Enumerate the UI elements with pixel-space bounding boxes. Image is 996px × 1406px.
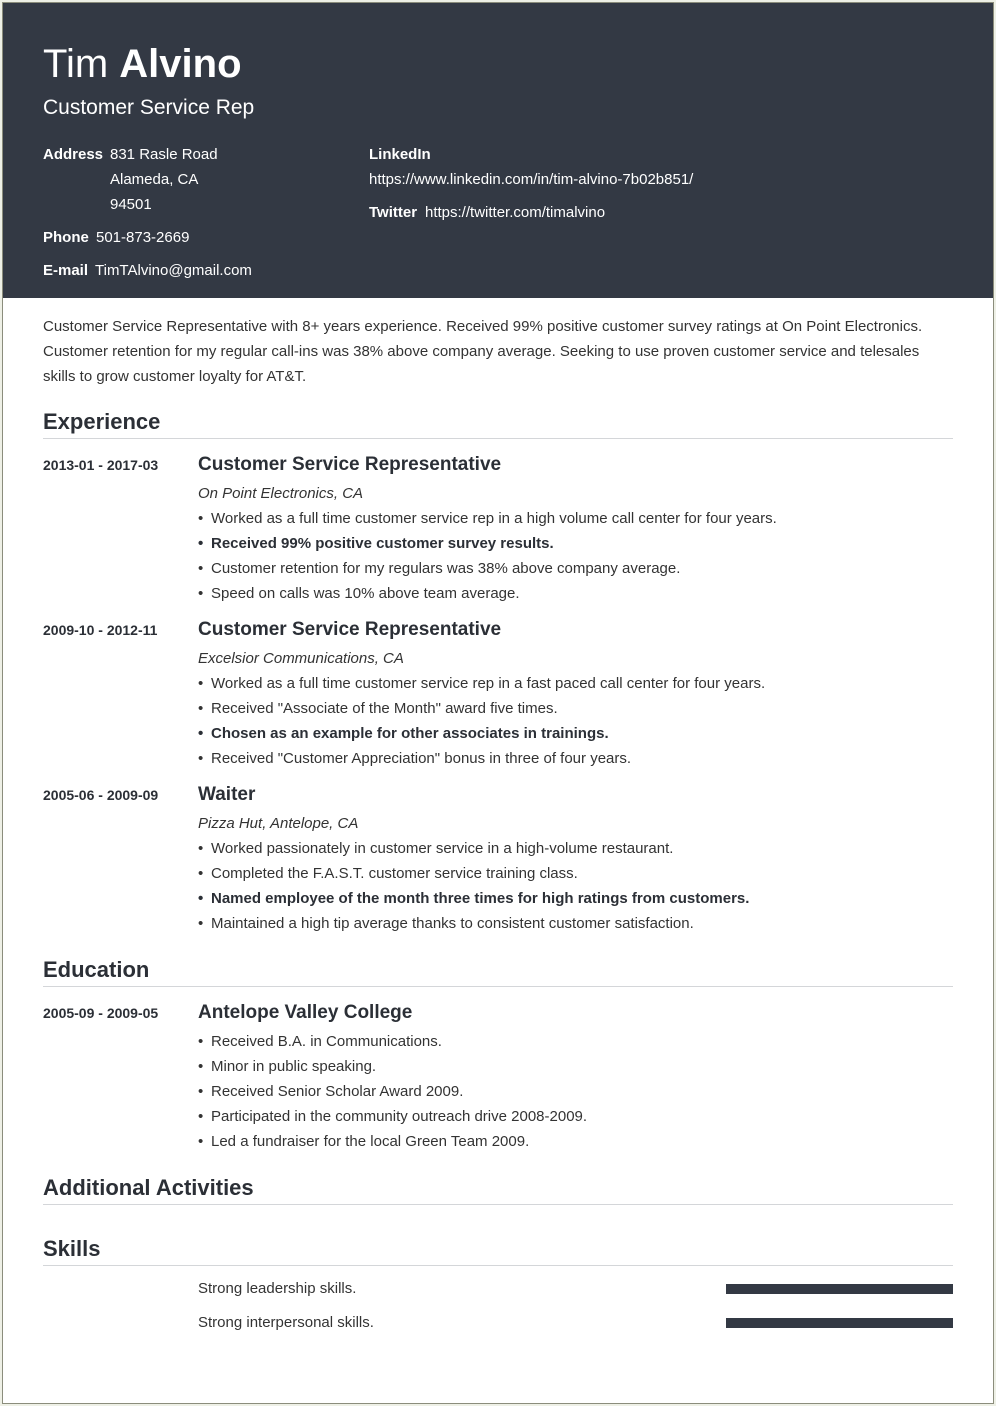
bullet-icon: • bbox=[198, 700, 204, 717]
twitter-label: Twitter bbox=[369, 204, 418, 221]
candidate-name bbox=[43, 41, 242, 87]
skill-1-bar bbox=[726, 1284, 953, 1294]
phone-value: 501-873-2669 bbox=[96, 229, 190, 246]
resume-page bbox=[2, 2, 994, 1404]
email-value[interactable]: TimTAlvino@gmail.com bbox=[95, 262, 252, 279]
bullet-icon: • bbox=[198, 1083, 204, 1100]
address-line-1: 831 Rasle Road bbox=[110, 146, 218, 163]
education-dates: 2005-09 - 2009-05 bbox=[43, 1005, 159, 1021]
last-name: Alvino bbox=[119, 42, 242, 86]
experience-heading: Experience bbox=[43, 409, 161, 434]
activities-divider bbox=[43, 1204, 953, 1205]
job-1-company: On Point Electronics, CA bbox=[198, 485, 364, 502]
bullet-text: Speed on calls was 10% above team average. bbox=[211, 585, 520, 602]
job-2-company: Excelsior Communications, CA bbox=[198, 650, 404, 667]
education-bullet-5 bbox=[198, 1132, 529, 1152]
bullet-icon: • bbox=[198, 585, 204, 602]
email-label: E-mail bbox=[43, 262, 89, 279]
bullet-text: Worked passionately in customer service in a high-volume restaurant. bbox=[211, 840, 674, 857]
education-bullet-2 bbox=[198, 1057, 376, 1077]
job-1-bullet-4 bbox=[198, 584, 520, 604]
address-line-2: Alameda, CA bbox=[110, 171, 199, 188]
job-2-title: Customer Service Representative bbox=[198, 619, 502, 640]
bullet-icon: • bbox=[198, 1033, 204, 1050]
job-3-title: Waiter bbox=[198, 784, 256, 805]
education-bullet-1 bbox=[198, 1032, 442, 1052]
education-divider bbox=[43, 986, 953, 987]
job-1-bullet-2 bbox=[198, 534, 554, 554]
summary-text: Customer Service Representative with 8+ years experience. Received 99% positive customer survey ratings at On Point Electronics. Customer retention for my regular call-ins was 38% above company average. Seeking to use proven customer service and telesales skills to grow customer loyalty for AT&T. bbox=[43, 318, 923, 385]
bullet-text: Worked as a full time customer service rep in a fast paced call center for four years. bbox=[211, 675, 766, 692]
job-1-dates: 2013-01 - 2017-03 bbox=[43, 457, 159, 473]
skill-1-bar-fill bbox=[726, 1284, 953, 1294]
education-bullet-3 bbox=[198, 1082, 463, 1102]
bullet-icon: • bbox=[198, 535, 204, 552]
job-3-company: Pizza Hut, Antelope, CA bbox=[198, 815, 359, 832]
job-1-bullet-1 bbox=[198, 509, 777, 529]
twitter-link[interactable]: https://twitter.com/timalvino bbox=[425, 204, 606, 221]
address-label: Address bbox=[43, 146, 104, 163]
activities-heading: Additional Activities bbox=[43, 1175, 254, 1200]
bullet-text: Minor in public speaking. bbox=[211, 1058, 377, 1075]
bullet-icon: • bbox=[198, 865, 204, 882]
bullet-text: Received "Associate of the Month" award five times. bbox=[211, 700, 558, 717]
job-1-title: Customer Service Representative bbox=[198, 454, 502, 475]
skills-heading: Skills bbox=[43, 1236, 101, 1261]
bullet-icon: • bbox=[198, 1108, 204, 1125]
experience-divider bbox=[43, 438, 953, 439]
bullet-text: Named employee of the month three times for high ratings from customers. bbox=[211, 890, 750, 907]
linkedin-link[interactable]: https://www.linkedin.com/in/tim-alvino-7b02b851/ bbox=[369, 171, 694, 188]
bullet-text: Maintained a high tip average thanks to consistent customer satisfaction. bbox=[211, 915, 694, 932]
bullet-icon: • bbox=[198, 560, 204, 577]
bullet-text: Participated in the community outreach drive 2008-2009. bbox=[211, 1108, 588, 1125]
bullet-text: Received 99% positive customer survey results. bbox=[211, 535, 554, 552]
bullet-icon: • bbox=[198, 840, 204, 857]
bullet-text: Chosen as an example for other associates in trainings. bbox=[211, 725, 609, 742]
job-3-bullet-3 bbox=[198, 889, 749, 909]
bullet-icon: • bbox=[198, 1133, 204, 1150]
education-heading: Education bbox=[43, 957, 150, 982]
address-line-3: 94501 bbox=[110, 196, 152, 213]
bullet-text: Customer retention for my regulars was 38% above company average. bbox=[211, 560, 681, 577]
bullet-icon: • bbox=[198, 915, 204, 932]
phone-label: Phone bbox=[43, 229, 89, 246]
bullet-text: Led a fundraiser for the local Green Team 2009. bbox=[211, 1133, 530, 1150]
job-2-bullet-3 bbox=[198, 724, 609, 744]
bullet-text: Worked as a full time customer service rep in a high volume call center for four years. bbox=[211, 510, 777, 527]
skill-2-bar-fill bbox=[726, 1318, 953, 1328]
job-3-dates: 2005-06 - 2009-09 bbox=[43, 787, 159, 803]
skill-2-bar bbox=[726, 1318, 953, 1328]
resume-header bbox=[3, 3, 993, 298]
job-3-bullet-2 bbox=[198, 864, 578, 884]
candidate-role: Customer Service Rep bbox=[43, 96, 255, 119]
job-3-bullet-4 bbox=[198, 914, 694, 934]
bullet-icon: • bbox=[198, 1058, 204, 1075]
bullet-text: Received B.A. in Communications. bbox=[211, 1033, 442, 1050]
job-2-bullet-1 bbox=[198, 674, 765, 694]
linkedin-label: LinkedIn bbox=[369, 146, 431, 163]
job-2-bullet-2 bbox=[198, 699, 558, 719]
bullet-text: Received "Customer Appreciation" bonus in three of four years. bbox=[211, 750, 632, 767]
bullet-icon: • bbox=[198, 890, 204, 907]
bullet-icon: • bbox=[198, 675, 204, 692]
bullet-text: Completed the F.A.S.T. customer service training class. bbox=[211, 865, 578, 882]
education-bullet-4 bbox=[198, 1107, 587, 1127]
job-3-bullet-1 bbox=[198, 839, 673, 859]
education-school: Antelope Valley College bbox=[198, 1002, 413, 1023]
first-name: Tim bbox=[43, 42, 109, 86]
job-1-bullet-3 bbox=[198, 559, 680, 579]
bullet-icon: • bbox=[198, 725, 204, 742]
bullet-text: Received Senior Scholar Award 2009. bbox=[211, 1083, 464, 1100]
bullet-icon: • bbox=[198, 510, 204, 527]
skill-2-label: Strong interpersonal skills. bbox=[198, 1314, 374, 1331]
skill-1-label: Strong leadership skills. bbox=[198, 1280, 357, 1297]
skills-divider bbox=[43, 1265, 953, 1266]
job-2-dates: 2009-10 - 2012-11 bbox=[43, 622, 158, 638]
bullet-icon: • bbox=[198, 750, 204, 767]
job-2-bullet-4 bbox=[198, 749, 631, 769]
